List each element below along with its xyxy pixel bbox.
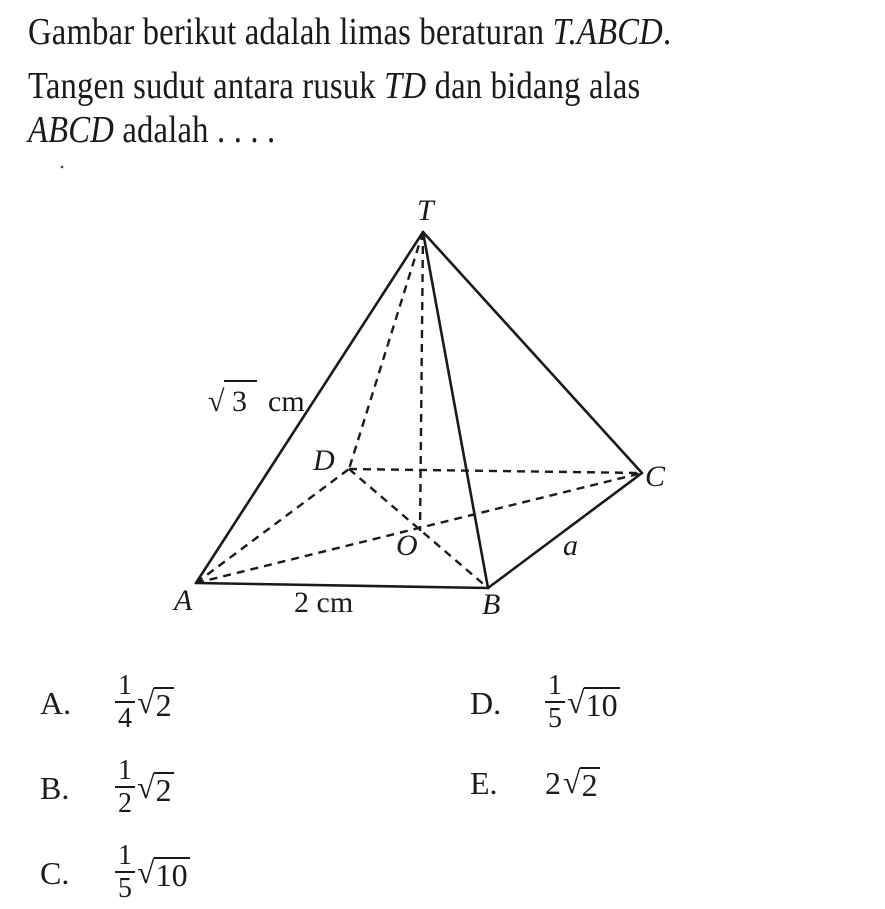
square-root: √ 2: [137, 769, 172, 808]
height-TO: [420, 232, 423, 531]
option-letter: B.: [40, 769, 70, 806]
sqrt-sign: √: [208, 385, 225, 418]
radicand: 10: [155, 857, 188, 893]
punctuation: .: [662, 11, 672, 53]
radicand: 2: [155, 687, 172, 723]
fraction: [115, 672, 135, 733]
option-D[interactable]: [470, 672, 620, 733]
option-letter: D.: [470, 684, 502, 721]
numerator: 1: [115, 672, 135, 703]
label-T: T: [417, 194, 434, 227]
unit: cm: [268, 385, 305, 418]
fraction: [545, 672, 565, 733]
option-letter: A.: [40, 684, 72, 721]
square-root: √ 10: [567, 684, 618, 723]
fraction: [115, 842, 135, 903]
numerator: 1: [115, 842, 135, 873]
pyramid-name: T.ABCD: [552, 11, 663, 53]
denominator: 5: [118, 873, 132, 904]
question-text: Gambar berikut adalah limas beraturan: [28, 11, 553, 53]
edge-TA: [196, 232, 423, 583]
square-root: √ 2: [137, 684, 172, 723]
coefficient: 2: [545, 764, 561, 801]
label-a: a: [563, 529, 578, 562]
denominator: 5: [548, 703, 562, 734]
edge-TB: [423, 232, 488, 588]
label-A: A: [174, 584, 193, 617]
edge-TD-hidden: [349, 232, 423, 469]
label-D: D: [313, 444, 335, 477]
edge-TC: [423, 232, 642, 473]
label-AB-length: 2 cm: [294, 586, 354, 619]
speck: [61, 166, 64, 169]
radicand: 10: [585, 687, 618, 723]
denominator: 2: [118, 788, 132, 819]
option-E[interactable]: [470, 764, 600, 801]
square-root: √ 2: [563, 764, 598, 803]
radicand: 2: [581, 767, 598, 803]
label-O: O: [396, 529, 418, 562]
square-root: √ 10: [137, 854, 188, 893]
question-text: adalah . . . .: [114, 109, 276, 151]
numerator: 1: [545, 672, 565, 703]
radicand: 2: [155, 772, 172, 808]
numerator: 1: [115, 757, 135, 788]
option-letter: C.: [40, 854, 70, 891]
label-TA-length: [208, 381, 305, 418]
edge-DC-hidden: [349, 469, 642, 473]
option-A[interactable]: [40, 672, 174, 733]
option-B[interactable]: [40, 757, 174, 818]
label-B: B: [482, 588, 501, 621]
radicand: 3: [232, 385, 247, 418]
option-letter: E.: [470, 764, 498, 801]
diagonal-DB: [349, 469, 488, 588]
edge-name: TD: [384, 65, 427, 107]
fraction: [115, 757, 135, 818]
base-plane-name: ABCD: [28, 109, 115, 151]
label-C: C: [645, 460, 666, 493]
question-text: Tangen sudut antara rusuk: [28, 65, 385, 107]
question-text: dan bidang alas: [426, 65, 641, 107]
edge-AD-hidden: [196, 469, 349, 583]
option-C[interactable]: [40, 842, 190, 903]
denominator: 4: [118, 703, 132, 734]
